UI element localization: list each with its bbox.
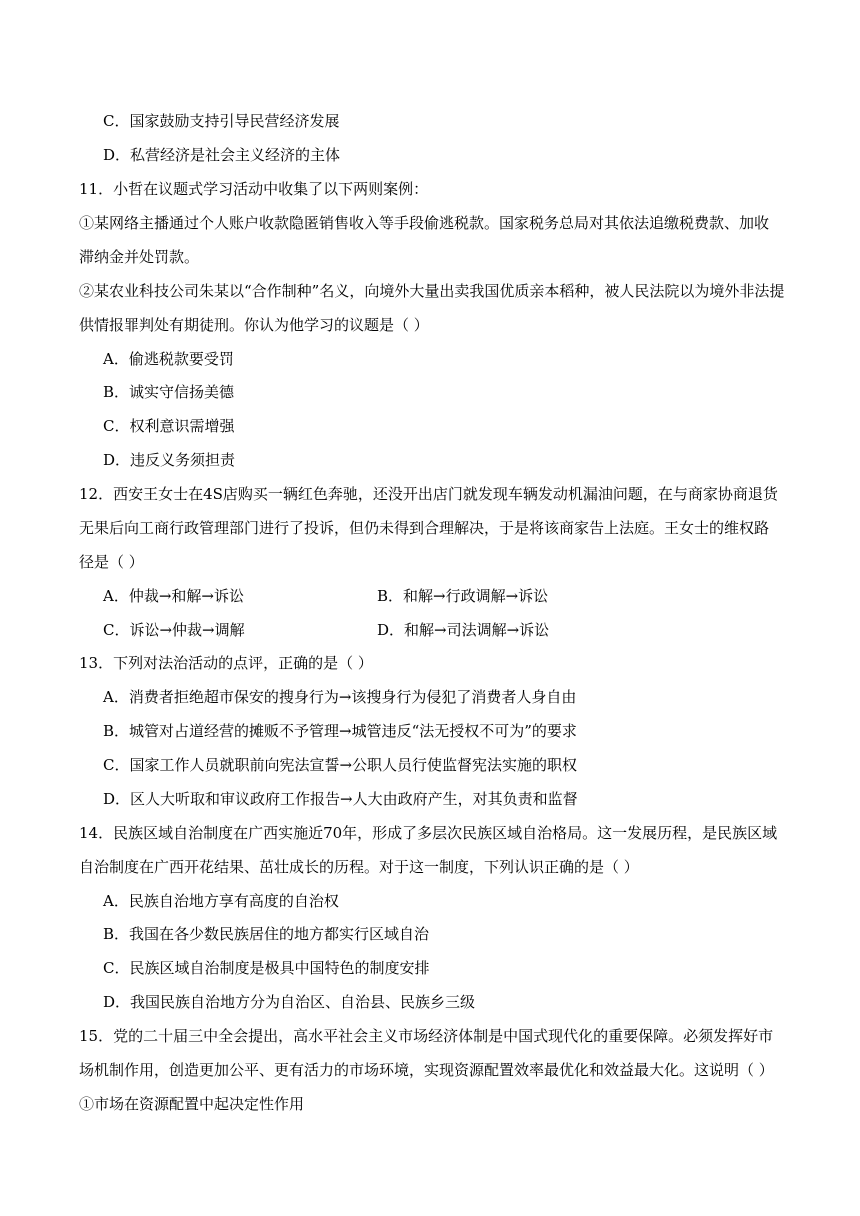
question-13-option-b: B．城管对占道经营的摊贩不予管理→城管违反“法无授权不可为”的要求 [103,722,577,740]
question-11-case1-line1: ①某网络主播通过个人账户收款隐匿销售收入等手段偷逃税款。国家税务总局对其依法追缴税费款、加收 [79,214,770,232]
question-13-option-d: D．区人大听取和审议政府工作报告→人大由政府产生，对其负责和监督 [103,790,578,808]
question-11-option-c: C．权利意识需增强 [103,417,235,435]
question-11-case2-line2: 供情报罪判处有期徒刑。你认为他学习的议题是（ ） [79,316,429,334]
question-15-stem-line1: 15．党的二十届三中全会提出，高水平社会主义市场经济体制是中国式现代化的重要保障。必须发挥好市 [79,1027,774,1045]
question-14-option-c: C．民族区域自治制度是极具中国特色的制度安排 [103,959,430,977]
question-12-option-b: B．和解→行政调解→诉讼 [377,587,549,605]
question-11-case2-line1: ②某农业科技公司朱某以“合作制种”名义，向境外大量出卖我国优质亲本稻种，被人民法院以为境外非法提 [79,282,785,300]
question-14-stem-line1: 14．民族区域自治制度在广西实施近70年，形成了多层次民族区域自治格局。这一发展历程，是民族区域 [79,824,778,842]
question-14-stem-line2: 自治制度在广西开花结果、茁壮成长的历程。对于这一制度，下列认识正确的是（ ） [79,858,639,876]
question-14-option-b: B．我国在各少数民族居住的地方都实行区域自治 [103,925,430,943]
question-12-option-d: D．和解→司法调解→诉讼 [377,621,550,639]
question-12-stem-line2: 无果后向工商行政管理部门进行了投诉，但仍未得到合理解决，于是将该商家告上法庭。王女士的维权路 [79,519,770,537]
question-11-option-d: D．违反义务须担责 [103,451,236,469]
question-14-option-d: D．我国民族自治地方分为自治区、自治县、民族乡三级 [103,993,476,1011]
question-15-statement-1: ①市场在资源配置中起决定性作用 [79,1095,305,1113]
question-14-option-a: A．民族自治地方享有高度的自治权 [103,892,339,910]
question-11-case1-line2: 滞纳金并处罚款。 [79,248,200,266]
question-12-stem-line3: 径是（ ） [79,553,144,571]
question-11-option-b: B．诚实守信扬美德 [103,383,235,401]
option-d-q10: D．私营经济是社会主义经济的主体 [103,146,341,164]
question-12-stem-line1: 12．西安王女士在4S店购买一辆红色奔驰，还没开出店门就发现车辆发动机漏油问题，在与商家协商退货 [79,485,778,503]
option-c-q10: C．国家鼓励支持引导民营经济发展 [103,112,340,130]
question-13-option-c: C．国家工作人员就职前向宪法宣誓→公职人员行使监督宪法实施的职权 [103,756,578,774]
question-13-option-a: A．消费者拒绝超市保安的搜身行为→该搜身行为侵犯了消费者人身自由 [103,688,577,706]
question-11-stem: 11．小哲在议题式学习活动中收集了以下两则案例： [79,180,429,198]
question-11-option-a: A．偷逃税款要受罚 [103,350,234,368]
question-15-stem-line2: 场机制作用，创造更加公平、更有活力的市场环境，实现资源配置效率最优化和效益最大化。这说明（ ） [79,1061,774,1079]
question-12-option-a: A．仲裁→和解→诉讼 [103,587,244,605]
question-12-option-c: C．诉讼→仲裁→调解 [103,621,245,639]
question-13-stem: 13．下列对法治活动的点评，正确的是（ ） [79,654,373,672]
